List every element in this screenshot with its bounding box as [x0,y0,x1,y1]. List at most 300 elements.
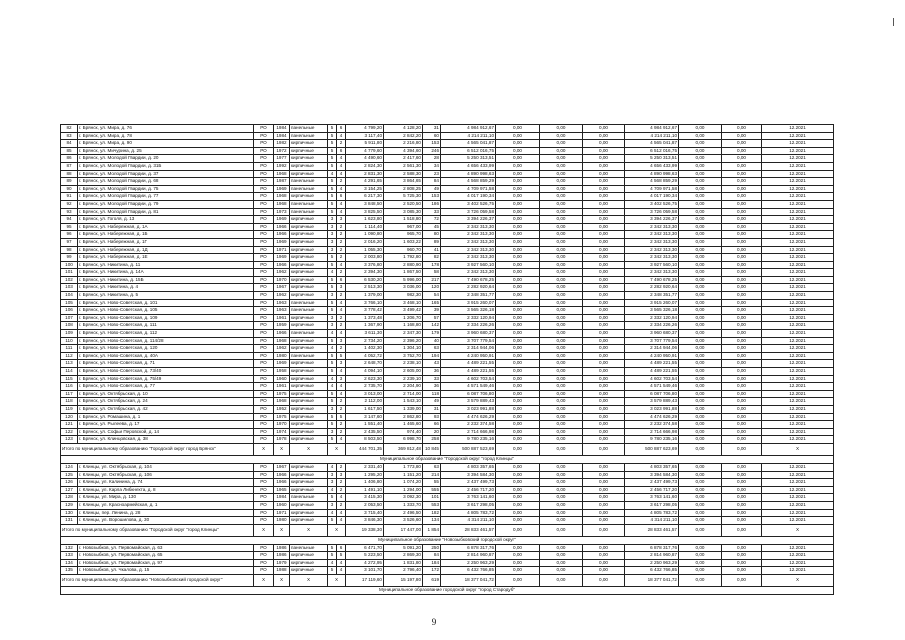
build-year-cell: 1969 [274,216,290,224]
wall-material-cell: кирпичные [290,509,328,517]
entrances-cell: 4 [337,185,346,193]
scan-edge-mark [893,18,894,26]
address-cell: г. Брянск, ул. Ново-Советская, д. 109 [78,314,254,322]
floors-cell: 5 [328,337,337,345]
zero-value-cell: 0,00 [722,501,762,509]
total-cost-cell: 4 214 211,10 [625,132,679,140]
zero-value-cell: 0,00 [722,509,762,517]
zero-value-cell: 0,00 [496,200,540,208]
address-cell: г. Клинцы, ул. Мира, д. 130 [78,494,254,502]
floors-cell: 5 [328,261,337,269]
total-area-cell: 1 055,30 [346,246,384,254]
total-area-cell: 2 824,30 [346,162,384,170]
wall-material-cell: панельные [290,299,328,307]
zero-value-cell: 0,00 [583,443,625,455]
floors-cell: 5 [328,544,337,552]
row-number-cell: 98 [61,246,78,254]
zero-value-cell: 0,00 [496,398,540,406]
zero-value-cell: 0,00 [496,299,540,307]
zero-value-cell: 0,00 [583,501,625,509]
entrances-cell: 4 [337,299,346,307]
row-number-cell: 131 [61,517,78,525]
zero-value-cell: 0,00 [679,276,722,284]
living-area-cell: 3 752,70 [384,352,423,360]
zero-value-cell: 0,00 [496,125,540,133]
total-cost-cell: 4 474 626,29 [625,413,679,421]
zero-value-cell: 0,00 [583,486,625,494]
floors-cell: 4 [328,269,337,277]
zero-value-cell: 0,00 [583,147,625,155]
zero-value-cell: 0,00 [679,428,722,436]
x-mark-cell: Х [328,443,346,455]
zero-value-cell: 0,00 [583,162,625,170]
zero-value-cell: 0,00 [540,368,583,376]
zero-value-cell: 0,00 [679,208,722,216]
living-area-cell: 1 074,20 [384,479,423,487]
build-year-cell: 1966 [274,330,290,338]
total-area-cell: 4 052,72 [346,352,384,360]
entrances-cell: 6 [337,125,346,133]
zero-value-cell: 0,00 [496,231,540,239]
zero-value-cell: 0,00 [540,405,583,413]
table-row [61,494,834,502]
address-cell: г. Брянск, ул. Молодой Гвардии, д. 81 [78,208,254,216]
zero-value-cell: 0,00 [583,494,625,502]
completion-date-cell: 12.2021 [762,238,834,246]
completion-date-cell: 12.2021 [762,330,834,338]
address-cell: г. Брянск, ул. Набережная, д. 1Г [78,238,254,246]
address-cell: г. Клинцы, ул. Калинина, д. 74 [78,479,254,487]
row-number-cell: 100 [61,261,78,269]
zero-value-cell: 0,00 [722,193,762,201]
zero-value-cell: 0,00 [540,292,583,300]
zero-value-cell: 0,00 [496,337,540,345]
section-title: Муниципальное образование "Городской округ "город Клинцы" [61,455,834,463]
total-cost-cell: 3 617 298,05 [625,501,679,509]
wall-material-cell: кирпичные [290,238,328,246]
wall-material-cell: кирпичные [290,559,328,567]
zero-value-cell: 0,00 [722,238,762,246]
zero-value-cell: 0,00 [540,185,583,193]
repair-cost-cell: 2 314 944,06 [441,345,496,353]
build-year-cell: 1979 [274,559,290,567]
floors-cell: 4 [328,345,337,353]
floors-cell: 5 [328,284,337,292]
zero-value-cell: 0,00 [496,292,540,300]
zero-value-cell: 0,00 [583,544,625,552]
address-cell: г. Брянск, ул. Клинцовская, д. 38 [78,436,254,444]
row-number-cell: 113 [61,360,78,368]
table-row [61,337,834,345]
zero-value-cell: 0,00 [496,428,540,436]
total-area-cell: 2 053,50 [346,501,384,509]
zero-value-cell: 0,00 [722,494,762,502]
total-area-cell: 2 623,30 [346,375,384,383]
repair-cost-cell: 3 927 560,10 [441,261,496,269]
zero-value-cell: 0,00 [540,132,583,140]
zero-value-cell: 0,00 [679,375,722,383]
entrances-cell: 4 [337,494,346,502]
fund-type-cell: РО [254,352,274,360]
entrances-cell: 3 [337,360,346,368]
build-year-cell: 1973 [274,208,290,216]
wall-material-cell: панельные [290,494,328,502]
table-row [61,368,834,376]
total-area-cell: 1 090,80 [346,231,384,239]
zero-value-cell: 0,00 [496,170,540,178]
total-area-cell: 1 491,10 [346,486,384,494]
zero-value-cell: 0,00 [722,147,762,155]
completion-date-cell: 12.2021 [762,276,834,284]
completion-date-cell: 12.2021 [762,299,834,307]
address-cell: г. Брянск, ул. Молодой Гвардии, д. 68 [78,178,254,186]
x-mark-cell: Х [290,524,328,536]
repair-cost-cell: 9 780 235,16 [441,436,496,444]
build-year-cell: 1960 [274,375,290,383]
living-area-cell: 2 862,80 [384,413,423,421]
zero-value-cell: 0,00 [496,494,540,502]
address-cell: г. Брянск, ул. Молодой Гвардии, д. 37 [78,170,254,178]
row-number-cell: 92 [61,200,78,208]
floors-cell: 3 [328,405,337,413]
total-cost-cell: 28 833 461,57 [625,524,679,536]
row-number-cell: 112 [61,352,78,360]
living-area-cell: 5 996,00 [384,276,423,284]
floors-cell: 5 [328,208,337,216]
fund-type-cell: РО [254,405,274,413]
entrances-cell: 4 [337,383,346,391]
entrances-cell: 4 [337,261,346,269]
residents-cell: 555 [423,486,441,494]
total-area-cell: 4 272,95 [346,559,384,567]
total-area-cell: 3 611,30 [346,330,384,338]
total-cost-cell: 2 332 120,94 [625,314,679,322]
zero-value-cell: 0,00 [540,269,583,277]
zero-value-cell: 0,00 [540,398,583,406]
wall-material-cell: кирпичные [290,140,328,148]
zero-value-cell: 0,00 [583,575,625,587]
zero-value-cell: 0,00 [722,246,762,254]
living-area-cell: 2 417,60 [384,155,423,163]
total-area-cell: 3 766,10 [346,299,384,307]
total-cost-cell: 2 342 313,30 [625,231,679,239]
fund-type-cell: РО [254,428,274,436]
floors-cell: 4 [328,170,337,178]
residents-cell: 84 [423,178,441,186]
living-area-cell: 1 333,70 [384,501,423,509]
fund-type-cell: РО [254,125,274,133]
total-cost-cell: 3 927 560,10 [625,261,679,269]
floors-cell: 5 [328,436,337,444]
fund-type-cell: РО [254,517,274,525]
repair-cost-cell: 2 714 666,98 [441,428,496,436]
living-area-cell: 3 468,10 [384,299,423,307]
total-cost-cell: 3 726 059,58 [625,208,679,216]
residents-cell: 45 [423,223,441,231]
living-area-cell: 369 812,48 [384,443,423,455]
living-area-cell: 1 792,80 [384,254,423,262]
build-year-cell: 1977 [274,155,290,163]
zero-value-cell: 0,00 [679,471,722,479]
entrances-cell: 4 [337,330,346,338]
zero-value-cell: 0,00 [583,299,625,307]
total-cost-cell: 4 805 783,72 [625,509,679,517]
floors-cell: 3 [328,501,337,509]
address-cell: г. Брянск, ул. Мичурина, д. 25 [78,147,254,155]
zero-value-cell: 0,00 [679,261,722,269]
wall-material-cell: кирпичные [290,254,328,262]
zero-value-cell: 0,00 [583,178,625,186]
table-row [61,352,834,360]
zero-value-cell: 0,00 [540,254,583,262]
address-cell: г. Новозыбков, ул. Чкалова, д. 15 [78,567,254,575]
zero-value-cell: 0,00 [583,428,625,436]
table-row [61,314,834,322]
zero-value-cell: 0,00 [679,132,722,140]
zero-value-cell: 0,00 [583,559,625,567]
row-number-cell: 90 [61,185,78,193]
zero-value-cell: 0,00 [679,383,722,391]
build-year-cell: 1980 [274,352,290,360]
living-area-cell: 4 394,60 [384,147,423,155]
repair-cost-cell: 5 250 313,51 [441,155,496,163]
zero-value-cell: 0,00 [679,238,722,246]
zero-value-cell: 0,00 [583,405,625,413]
table-row [61,292,834,300]
zero-value-cell: 0,00 [496,443,540,455]
total-label-cell: Итого по муниципальному образованию "Новозыбковский городской округ" [61,575,254,587]
completion-date-cell: 12.2021 [762,559,834,567]
entrances-cell: 3 [337,375,346,383]
completion-date-cell: 12.2021 [762,147,834,155]
total-area-cell: 6 530,20 [346,276,384,284]
wall-material-cell: кирпичные [290,552,328,560]
zero-value-cell: 0,00 [496,345,540,353]
address-cell: г. Брянск, ул. Никитина, д. 5 [78,292,254,300]
row-number-cell: 83 [61,132,78,140]
zero-value-cell: 0,00 [583,567,625,575]
zero-value-cell: 0,00 [540,559,583,567]
address-cell: г. Брянск, ул. Ново-Советская, д. 75/49 [78,375,254,383]
zero-value-cell: 0,00 [722,352,762,360]
floors-cell: 3 [328,238,337,246]
residents-cell: 40 [423,337,441,345]
total-row [61,575,834,587]
total-cost-cell: 2 437 499,73 [625,479,679,487]
wall-material-cell: панельные [290,544,328,552]
zero-value-cell: 0,00 [540,216,583,224]
residents-cell: 93 [423,413,441,421]
address-cell: г. Клинцы, ул. Октябрьская, д. 104 [78,463,254,471]
table-row [61,208,834,216]
wall-material-cell: панельные [290,307,328,315]
row-number-cell: 110 [61,337,78,345]
living-area-cell: 965,70 [384,231,423,239]
row-number-cell: 96 [61,231,78,239]
total-area-cell: 3 848,50 [346,200,384,208]
entrances-cell: 2 [337,486,346,494]
zero-value-cell: 0,00 [583,552,625,560]
repair-cost-cell: 4 803 357,65 [441,463,496,471]
wall-material-cell: кирпичные [290,246,328,254]
build-year-cell: 1961 [274,314,290,322]
wall-material-cell: панельные [290,208,328,216]
floors-cell: 5 [328,494,337,502]
residents-cell: 58 [423,269,441,277]
address-cell: г. Брянск, ул. Мира, д. 78 [78,132,254,140]
wall-material-cell: кирпичные [290,269,328,277]
living-area-cell: 3 085,30 [384,208,423,216]
floors-cell: 5 [328,368,337,376]
zero-value-cell: 0,00 [496,486,540,494]
zero-value-cell: 0,00 [496,155,540,163]
residents-cell: 214 [423,471,441,479]
table-row [61,231,834,239]
wall-material-cell: кирпичные [290,398,328,406]
build-year-cell: 1969 [274,254,290,262]
row-number-cell: 107 [61,314,78,322]
entrances-cell: 2 [337,246,346,254]
fund-type-cell: РО [254,509,274,517]
zero-value-cell: 0,00 [583,246,625,254]
living-area-cell: 3 092,30 [384,494,423,502]
residents-cell: 49 [423,185,441,193]
repair-cost-cell: 4 602 703,54 [441,375,496,383]
living-area-cell: 3 499,42 [384,307,423,315]
zero-value-cell: 0,00 [496,147,540,155]
build-year-cell: 1963 [274,307,290,315]
zero-value-cell: 0,00 [722,185,762,193]
wall-material-cell: кирпичные [290,501,328,509]
zero-value-cell: 0,00 [679,544,722,552]
living-area-cell: 1 603,22 [384,238,423,246]
wall-material-cell: панельные [290,330,328,338]
table-row [61,421,834,429]
row-number-cell: 88 [61,170,78,178]
zero-value-cell: 0,00 [583,284,625,292]
fund-type-cell: РО [254,398,274,406]
entrances-cell: 4 [337,509,346,517]
zero-value-cell: 0,00 [722,360,762,368]
table-row [61,345,834,353]
wall-material-cell: кирпичные [290,170,328,178]
floors-cell: 3 [328,216,337,224]
living-area-cell: 1 294,00 [384,486,423,494]
total-cost-cell: 3 565 326,18 [625,307,679,315]
living-area-cell: 1 518,80 [384,216,423,224]
address-cell: г. Брянск, ул. Гоголя, д. 13 [78,216,254,224]
zero-value-cell: 0,00 [722,269,762,277]
zero-value-cell: 0,00 [679,486,722,494]
table-row [61,479,834,487]
table-row [61,486,834,494]
living-area-cell: 1 151,20 [384,471,423,479]
address-cell: г. Брянск, ул. Ново-Советская, д. 101 [78,299,254,307]
repair-cost-cell: 4 709 971,58 [441,185,496,193]
zero-value-cell: 0,00 [583,238,625,246]
completion-date-cell: 12.2021 [762,390,834,398]
table-row [61,517,834,525]
residents-cell: 10 845 [423,443,441,455]
table-row [61,162,834,170]
wall-material-cell: кирпичные [290,486,328,494]
entrances-cell: 2 [337,223,346,231]
entrances-cell: 3 [337,471,346,479]
address-cell: г. Брянск, ул. Молодой Гвардии, д. 20 [78,155,254,163]
living-area-cell: 2 869,30 [384,552,423,560]
living-area-cell: 17 447,00 [384,524,423,536]
entrances-cell: 2 [337,178,346,186]
living-area-cell: 3 864,65 [384,178,423,186]
completion-date-cell: 12.2021 [762,216,834,224]
wall-material-cell: кирпичные [290,471,328,479]
wall-material-cell: кирпичные [290,337,328,345]
entrances-cell: 3 [337,337,346,345]
table-row [61,509,834,517]
table-row [61,223,834,231]
entrances-cell: 2 [337,254,346,262]
fund-type-cell: РО [254,208,274,216]
total-cost-cell: 2 250 963,29 [625,559,679,567]
build-year-cell: 1962 [274,292,290,300]
build-year-cell: 1968 [274,193,290,201]
row-number-cell: 120 [61,413,78,421]
row-number-cell: 127 [61,486,78,494]
floors-cell: 3 [328,231,337,239]
entrances-cell: 4 [337,200,346,208]
floors-cell: 3 [328,479,337,487]
total-area-cell: 3 825,50 [346,208,384,216]
row-number-cell: 119 [61,405,78,413]
total-cost-cell: 4 568 859,29 [625,178,679,186]
repair-cost-cell: 3 394 226,37 [441,216,496,224]
row-number-cell: 106 [61,307,78,315]
total-area-cell: 3 415,30 [346,494,384,502]
fund-type-cell: РО [254,246,274,254]
entrances-cell: 2 [337,501,346,509]
zero-value-cell: 0,00 [496,524,540,536]
zero-value-cell: 0,00 [496,162,540,170]
zero-value-cell: 0,00 [679,517,722,525]
living-area-cell: 2 216,80 [384,140,423,148]
zero-value-cell: 0,00 [722,223,762,231]
zero-value-cell: 0,00 [679,140,722,148]
floors-cell: 4 [328,463,337,471]
zero-value-cell: 0,00 [540,428,583,436]
floors-cell: 5 [328,421,337,429]
living-area-cell: 3 526,60 [384,517,423,525]
entrances-cell: 2 [337,428,346,436]
completion-date-cell: 12.2021 [762,421,834,429]
zero-value-cell: 0,00 [583,307,625,315]
zero-value-cell: 0,00 [722,231,762,239]
repair-cost-cell: 6 512 016,75 [441,147,496,155]
entrances-cell: 2 [337,231,346,239]
fund-type-cell: РО [254,170,274,178]
entrances-cell: 4 [337,162,346,170]
row-number-cell: 104 [61,292,78,300]
living-area-cell: 1 304,10 [384,345,423,353]
living-area-cell: 2 842,20 [384,132,423,140]
zero-value-cell: 0,00 [679,405,722,413]
zero-value-cell: 0,00 [722,428,762,436]
fund-type-cell: РО [254,559,274,567]
residents-cell: 31 [423,405,441,413]
floors-cell: 3 [328,428,337,436]
zero-value-cell: 0,00 [540,200,583,208]
total-cost-cell: 2 342 313,30 [625,246,679,254]
total-area-cell: 1 295,20 [346,471,384,479]
